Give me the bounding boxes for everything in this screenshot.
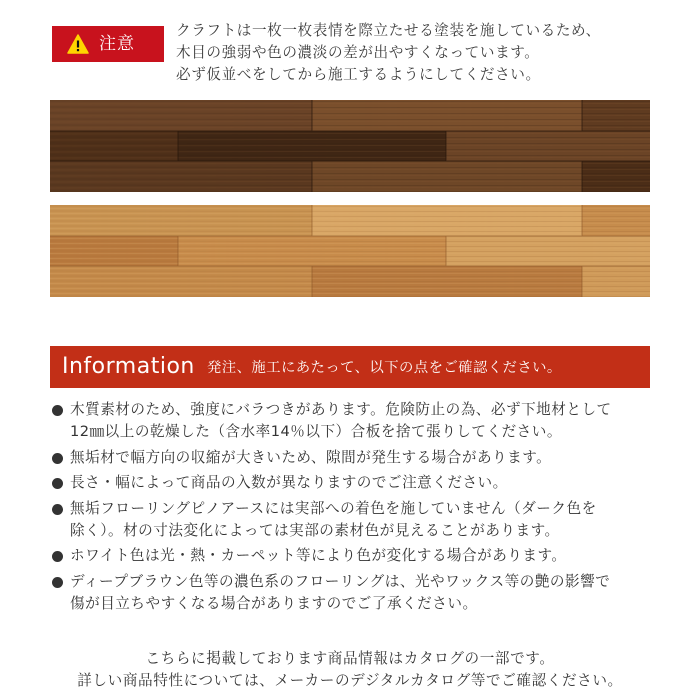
caution-line: クラフトは一枚一枚表情を際立たせる塗装を施しているため、 — [176, 22, 601, 39]
bullet-icon — [52, 478, 63, 489]
information-subtitle: 発注、施工にあたって、以下の点をご確認ください。 — [207, 360, 562, 376]
note-line: ディープブラウン色等の濃色系のフローリングは、光やワックス等の艶の影響で — [70, 572, 611, 590]
note-line: 長さ・幅によって商品の入数が異なりますのでご注意ください。 — [70, 474, 508, 491]
bullet-icon — [52, 551, 63, 562]
bullet-icon — [52, 405, 63, 416]
list-item — [52, 447, 672, 469]
dark-wood-sample-image — [50, 100, 650, 192]
note-line: ホワイト色は光・熱・カーペット等により色が変化する場合があります。 — [70, 547, 567, 564]
list-item — [52, 472, 672, 494]
information-title: Information — [62, 354, 195, 379]
caution-badge — [52, 26, 164, 62]
note-line: 傷が目立ちやすくなる場合がありますのでご了承ください。 — [70, 594, 478, 612]
list-item — [52, 545, 672, 567]
footer-line: 詳しい商品特性については、メーカーのデジタルカタログ等でご確認ください。 — [77, 672, 623, 689]
note-line: 12㎜以上の乾燥した（含水率14％以下）合板を捨て張りしてください。 — [70, 423, 562, 440]
note-line: 木質素材のため、強度にバラつきがあります。危険防止の為、必ず下地材として — [70, 401, 612, 418]
note-line: 除く）。材の寸法変化によっては実部の素材色が見えることがあります。 — [70, 521, 560, 539]
caution-label: 注意 — [99, 34, 135, 54]
note-line: 無垢材で幅方向の収縮が大きいため、隙間が発生する場合があります。 — [70, 448, 552, 466]
caution-line: 必ず仮並べをしてから施工するようにしてください。 — [176, 66, 541, 83]
bullet-icon — [52, 577, 63, 588]
list-item — [52, 498, 672, 542]
bullet-icon — [52, 504, 63, 515]
notes-list — [52, 399, 672, 618]
footer-note — [0, 648, 700, 692]
caution-message — [176, 20, 666, 86]
warning-triangle-icon — [67, 34, 89, 54]
caution-line: 木目の強弱や色の濃淡の差が出やすくなっています。 — [176, 44, 540, 61]
information-banner — [50, 346, 650, 388]
bullet-icon — [52, 453, 63, 464]
light-wood-sample-image — [50, 205, 650, 297]
list-item — [52, 399, 672, 443]
list-item — [52, 571, 672, 615]
footer-line: こちらに掲載しております商品情報はカタログの一部です。 — [145, 650, 555, 667]
note-line: 無垢フローリングピノアースには実部への着色を施していません（ダーク色を — [70, 499, 597, 517]
